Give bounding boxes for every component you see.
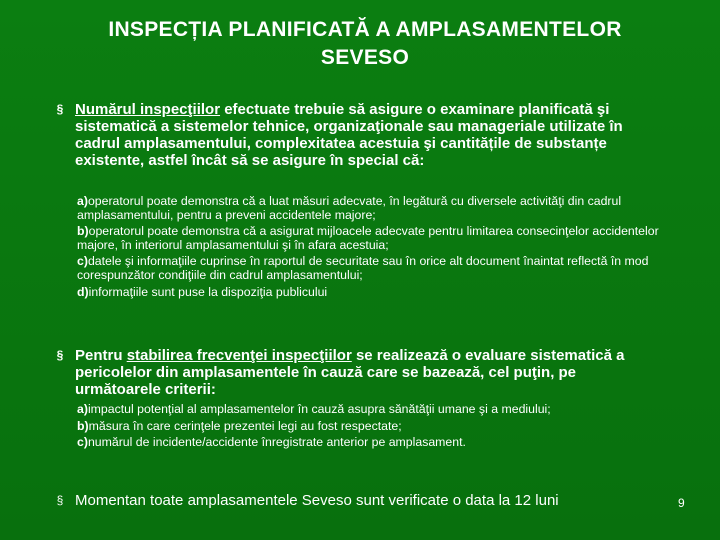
sub-list-2 — [77, 403, 667, 453]
sub-item-c: c)numărul de incidente/accidente înregistrate anterior pe amplasament. — [77, 435, 466, 450]
bullet-text: Momentan toate amplasamentele Seveso sunt verificate o data la 12 luni — [75, 492, 559, 509]
bullet-text — [54, 101, 654, 169]
title-line-1: INSPECȚIA PLANIFICATĂ A AMPLASAMENTELOR — [108, 18, 622, 41]
bullet-rest: se realizează o evaluare sistematică a pericolelor din amplasamentele în cauză care se bazează, cel puţin, pe următoarele criterii: — [75, 347, 625, 398]
sub-item-b: b)operatorul poate demonstra că a asigurat mijloacele adecvate pentru limitarea consecinţelor accidentelor majore, în interiorul amplasamentului şi în afara acestuia; — [77, 224, 659, 252]
sub-item-d: d)informaţiile sunt puse la dispoziţia publicului — [77, 284, 328, 299]
slide-title — [20, 16, 710, 72]
bullet-inspection-frequency — [54, 347, 654, 398]
page-number: 9 — [678, 496, 685, 510]
sub-item-b: b)măsura în care cerinţele prezentei legi au fost respectate; — [77, 418, 402, 433]
sub-item-a: a)operatorul poate demonstra că a luat măsuri adecvate, în legătură cu diversele activităţi din cadrul amplasamentului, pentru a preveni accidentele majore; — [77, 194, 622, 222]
bullet-text: Pentru stabilirea frecvenţei inspecţiilor se realizează o evaluare sistematică a pericolelor din amplasamentele în cauză care se bazează, cel puţin, pe următoarele criterii: — [75, 347, 625, 398]
underlined-term: stabilirea frecvenţei inspecţiilor — [126, 347, 352, 364]
bullet-rest: efectuate trebuie să asigure o examinare planificată şi sistematică a sistemelor tehnice, organizaţionale sau manageriale utilizate în cadrul amplasamentului, complexitatea acestuia şi cantitățile de substanțe existente, astfel încât să se asigure în special că: — [75, 101, 623, 169]
sub-list-1 — [77, 195, 667, 302]
title-line-2: SEVESO — [320, 46, 410, 69]
bullet-marker-icon — [54, 494, 66, 506]
underlined-term: Numărul inspecţiilor — [75, 101, 221, 118]
sub-item-c: c)datele şi informaţiile cuprinse în raportul de securitate sau în orice alt document înaintat reflectă în mod corespunzător condiţiile din cadrul amplasamentului; — [77, 254, 649, 282]
sub-item-a: a)impactul potenţial al amplasamentelor în cauză asupra sănătăţii umane şi a mediului; — [77, 402, 551, 416]
bullet-marker-icon — [54, 103, 66, 115]
bullet-current-status — [54, 492, 654, 509]
bullet-marker-icon — [54, 349, 66, 361]
bullet-inspection-count — [54, 101, 654, 169]
